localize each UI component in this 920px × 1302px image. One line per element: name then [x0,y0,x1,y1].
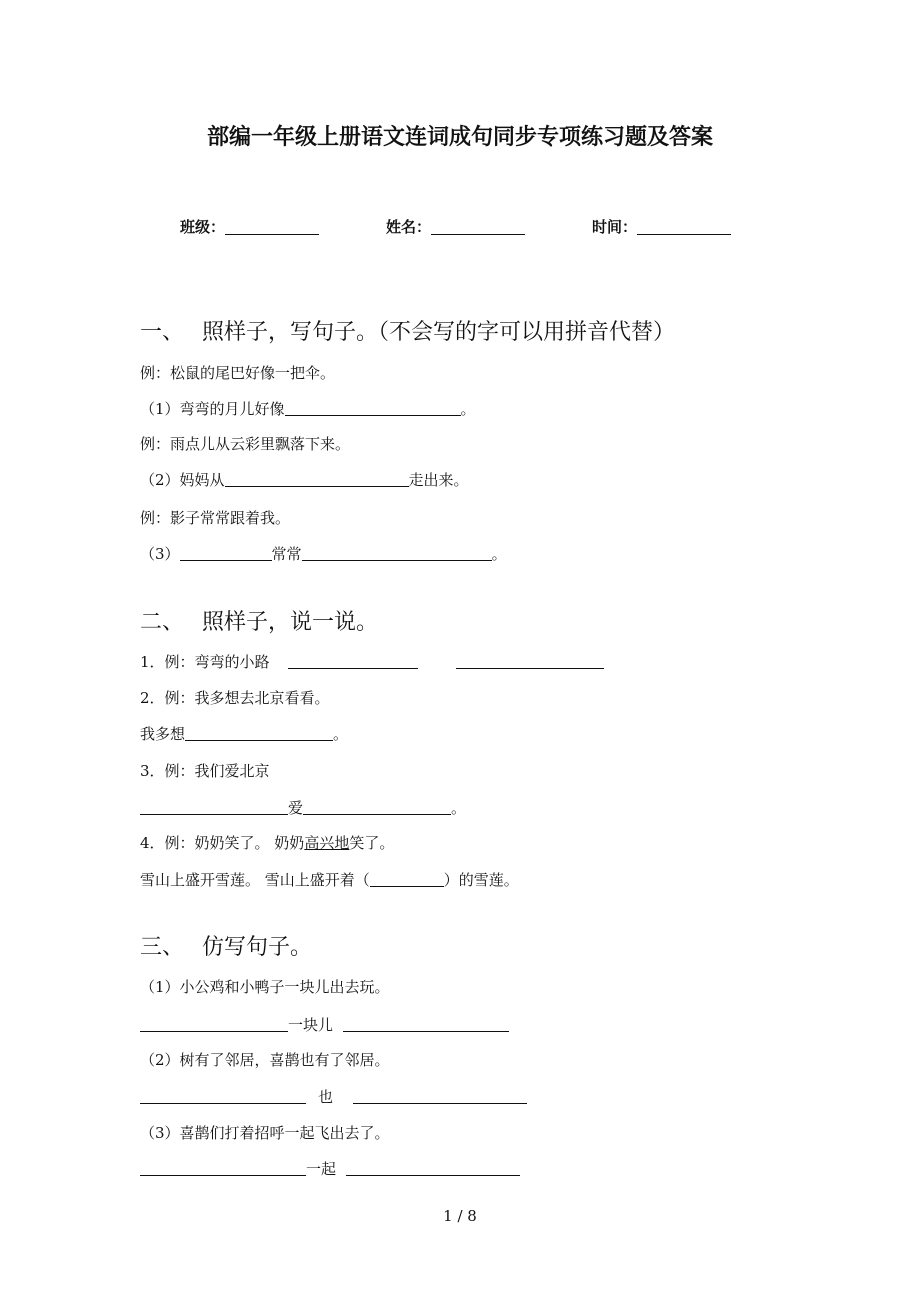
s3-a3-blank-2[interactable] [346,1160,520,1176]
s2-line-2: 2．例：我多想去北京看看。 [140,689,330,707]
s1-q3-blank-2[interactable] [302,545,492,561]
s2-l7-text: 雪山上盛开雪莲。 雪山上盛开着（ [140,871,370,889]
s2-l7-end: ）的雪莲。 [443,871,519,889]
time-label: 时间： [592,218,638,236]
s2-l7-blank[interactable] [370,871,444,887]
name-blank[interactable] [431,217,525,235]
s1-q1-text: （1）弯弯的月儿好像 [140,400,285,418]
s3-a3-mid: 一起 [306,1160,337,1178]
section-3-heading [140,930,312,961]
s1-q3-mid: 常常 [271,545,302,563]
s3-answer-1 [140,1014,509,1035]
s1-q2-end: 走出来。 [408,471,469,489]
s2-l5-end: 。 [451,799,467,817]
s3-a1-blank-1[interactable] [140,1016,288,1032]
s2-l5-blank-1[interactable] [140,799,288,815]
time-field [592,216,731,237]
section-1-title: 照样子，写句子。（不会写的字可以用拼音代替） [202,320,676,345]
class-field [180,216,319,237]
page-title: 部编一年级上册语文连词成句同步专项练习题及答案 [206,125,713,150]
s2-l6-end: 笑了。 [349,834,395,852]
s2-l3-blank[interactable] [185,725,333,741]
class-label: 班级： [180,218,226,236]
s2-l1-blank-1[interactable] [288,653,418,669]
name-field [386,216,525,237]
name-label: 姓名： [386,218,432,236]
s2-line-4: 3．例：我们爱北京 [140,762,270,780]
s1-q2-blank[interactable] [225,471,409,487]
section-2-title: 照样子，说一说。 [202,610,379,635]
s3-a2-blank-2[interactable] [353,1088,527,1104]
s1-example-2: 例：雨点儿从云彩里飘落下来。 [140,435,351,453]
section-3-title: 仿写句子。 [202,935,313,960]
s2-line-7 [140,869,519,890]
s3-answer-3 [140,1158,520,1179]
section-2-number: 二、 [140,610,185,635]
s3-answer-2 [140,1086,527,1107]
s1-question-3 [140,543,507,564]
s3-question-1: （1）小公鸡和小鸭子一块儿出去玩。 [140,978,390,996]
s3-a1-blank-2[interactable] [343,1016,509,1032]
s2-line-1 [140,651,604,672]
s1-question-1 [140,398,476,419]
s2-l5-mid: 爱 [288,799,304,817]
s2-line-5 [140,797,466,818]
s1-example-3: 例：影子常常跟着我。 [140,509,291,527]
s2-l1-blank-2[interactable] [456,653,604,669]
s2-l1-text: 1．例：弯弯的小路 [140,653,270,671]
s3-a1-mid: 一块儿 [288,1016,334,1034]
s2-l6-text: 4．例：奶奶笑了。 奶奶 [140,834,305,852]
s2-line-3 [140,723,348,744]
s3-a3-blank-1[interactable] [140,1160,306,1176]
section-2-heading [140,605,378,636]
s2-l3-end: 。 [333,725,349,743]
s1-q3-text: （3） [140,545,180,563]
s1-q1-blank[interactable] [285,400,461,416]
class-blank[interactable] [225,217,319,235]
s3-a2-mid: 也 [318,1088,334,1106]
section-1-number: 一、 [140,320,185,345]
section-3-number: 三、 [140,935,185,960]
s1-example-1: 例：松鼠的尾巴好像一把伞。 [140,364,336,382]
section-1-heading [140,315,675,346]
s1-q3-blank-1[interactable] [180,545,272,561]
s1-q2-text: （2）妈妈从 [140,471,225,489]
s2-line-6 [140,832,394,853]
s3-question-3: （3）喜鹊们打着招呼一起飞出去了。 [140,1124,390,1142]
time-blank[interactable] [637,217,731,235]
s3-question-2: （2）树有了邻居，喜鹊也有了邻居。 [140,1051,390,1069]
page-number: 1 / 8 [443,1207,477,1225]
s1-q1-end: 。 [460,400,476,418]
s1-q3-end: 。 [491,545,507,563]
s2-l6-underlined: 高兴地 [304,834,350,852]
s2-l5-blank-2[interactable] [303,799,451,815]
s1-question-2 [140,469,469,490]
s3-a2-blank-1[interactable] [140,1088,306,1104]
s2-l3-text: 我多想 [140,725,186,743]
